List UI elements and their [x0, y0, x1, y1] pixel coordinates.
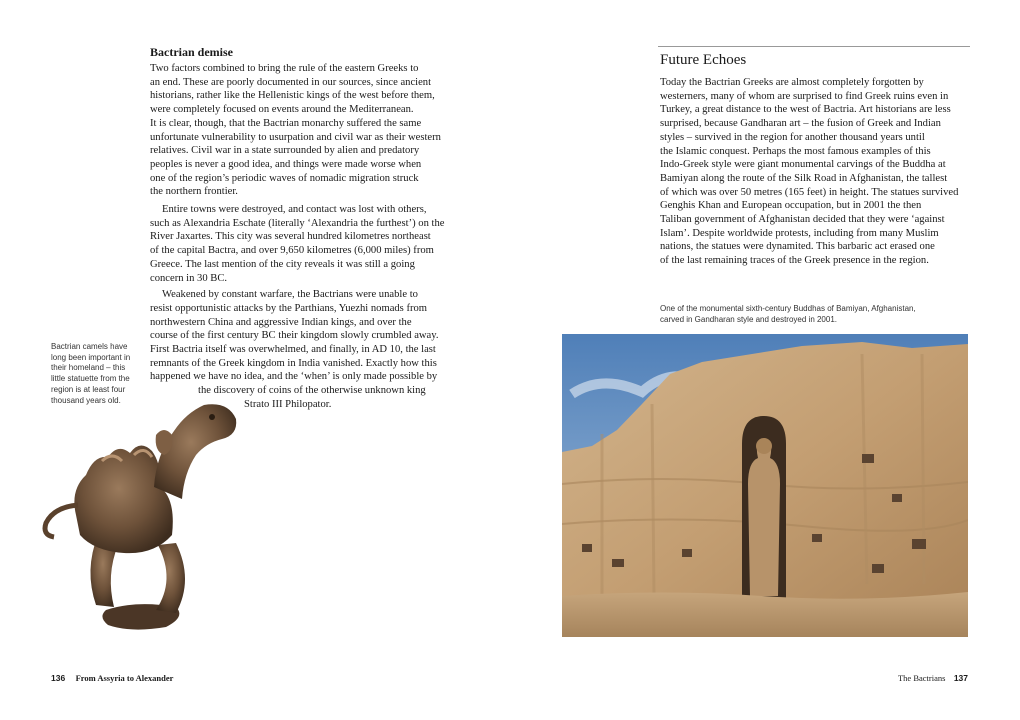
- running-title: From Assyria to Alexander: [75, 673, 174, 683]
- text-line: Strato III Philopator.: [244, 398, 332, 410]
- footer-right: [898, 673, 968, 683]
- camel-statuette-image: [36, 395, 241, 635]
- section-heading-future-echoes: Future Echoes: [660, 52, 747, 68]
- text-line: Entire towns were destroyed, and contact was lost with others,: [162, 204, 427, 216]
- text-line: the northern frontier.: [150, 186, 238, 198]
- text-line: happened we have no idea, and the ‘when’ is only made possible by: [150, 371, 438, 383]
- text-line: such as Alexandria Eschate (literally ‘Alexandria the furthest’) on the: [150, 217, 445, 229]
- text-line: First Bactria itself was overwhelmed, and finally, in AD 10, the last: [150, 344, 436, 356]
- text-line: northwestern China and aggressive Indian kings, and over the: [150, 316, 412, 328]
- caption-line: One of the monumental sixth-century Buddhas of Bamiyan, Afghanistan,: [660, 304, 916, 313]
- section-heading-bactrian-demise: Bactrian demise: [150, 45, 233, 59]
- right-body-text: [660, 76, 972, 268]
- text-line: Today the Bactrian Greeks are almost completely forgotten by: [660, 77, 924, 88]
- text-line: historians, rather like the Hellenistic kings of the west before them,: [150, 90, 435, 102]
- text-line: the discovery of coins of the otherwise unknown king: [198, 385, 426, 397]
- left-body-text: [150, 62, 460, 412]
- text-line: Bamiyan along the route of the Silk Road in Afghanistan, the tallest: [660, 172, 948, 184]
- text-line: surprised, because Gandharan art – the fusion of Greek and Indian: [660, 118, 941, 130]
- text-line: course of the first century BC their kingdom slowly crumbled away.: [150, 330, 439, 342]
- bamiyan-buddha-photo: [562, 334, 968, 637]
- text-line: one of the region’s periodic waves of nomadic migration struck: [150, 172, 419, 184]
- heading-rule: [658, 46, 970, 47]
- text-line: Turkey, a great distance to the west of Bactria. Art historians are less: [660, 104, 951, 116]
- paragraph-3: [150, 288, 460, 411]
- text-line: an end. These are poorly documented in our sources, since ancient: [150, 76, 432, 88]
- text-line: Greece. The last mention of the city reveals it was still a going: [150, 258, 415, 270]
- text-line: Islam’. Despite worldwide protests, including from many Muslim: [660, 227, 939, 239]
- text-line: River Jaxartes. This city was several hundred kilometres northeast: [150, 231, 431, 243]
- text-line: Weakened by constant warfare, the Bactrians were unable to: [162, 289, 418, 301]
- text-line: peoples is never a good idea, and things were made worse when: [150, 158, 422, 170]
- text-line: nations, the statues were dynamited. This barbaric act erased one: [660, 241, 935, 253]
- text-line: of which was over 50 metres (165 feet) in height. The statues survived: [660, 186, 959, 198]
- running-title: The Bactrians: [897, 673, 946, 683]
- paragraph-1: [150, 62, 460, 199]
- text-line: unfortunate vulnerability to usurpation and civil war as their western: [150, 131, 441, 143]
- text-line: Indo-Greek style were giant monumental carvings of the Buddha at: [660, 159, 946, 171]
- footer-left: [51, 673, 173, 683]
- buddha-caption: [660, 304, 960, 325]
- page-number: 136: [51, 673, 66, 683]
- text-line: remnants of the Greek kingdom in India vanished. Exactly how this: [150, 357, 437, 369]
- text-line: Genghis Khan and European occupation, but in 2001 the then: [660, 200, 922, 212]
- text-line: of the capital Bactra, and over 9,650 kilometres (6,000 miles) from: [150, 245, 434, 257]
- text-line: the Islamic conquest. Perhaps the most famous examples of this: [660, 145, 931, 157]
- text-line: were completely focused on events around the Mediterranean.: [150, 104, 414, 116]
- text-line: resist opportunistic attacks by the Parthians, Yuezhi nomads from: [150, 302, 428, 314]
- text-line: concern in 30 BC.: [150, 272, 228, 284]
- camel-caption: Bactrian camels have long been important in their homeland – this little statuette from the region is at least four thousand years old.: [51, 342, 131, 405]
- text-line: westerners, many of whom are surprised to find Greek ruins even in: [660, 90, 949, 102]
- text-line: It is clear, though, that the Bactrian monarchy suffered the same: [150, 117, 422, 129]
- text-line: Taliban government of Afghanistan decided that they were ‘against: [660, 214, 945, 226]
- caption-line: carved in Gandharan style and destroyed in 2001.: [660, 314, 838, 324]
- text-line: styles – survived in the region for another thousand years until: [660, 131, 925, 143]
- text-line: relatives. Civil war in a state surrounded by alien and predatory: [150, 145, 420, 157]
- text-line: Two factors combined to bring the rule of the eastern Greeks to: [150, 63, 419, 74]
- page-number: 137: [953, 673, 968, 683]
- text-line: of the last remaining traces of the Greek presence in the region.: [660, 255, 929, 267]
- paragraph-2: [150, 203, 460, 285]
